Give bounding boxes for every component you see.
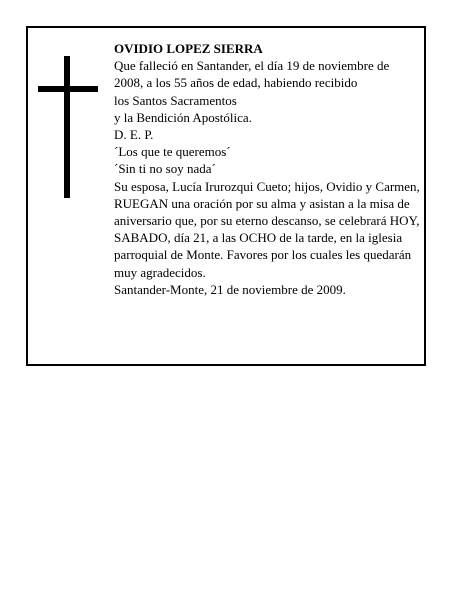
quote-line-2: ´Sin ti no soy nada´	[114, 161, 216, 177]
blessing-line: y la Bendición Apostólica.	[114, 109, 252, 125]
notice-text	[114, 40, 420, 298]
dep-line: D. E. P.	[114, 127, 154, 143]
place-date-line: Santander-Monte, 21 de noviembre de 2009.	[114, 281, 346, 297]
cross-vertical-bar	[64, 56, 70, 198]
quote-line-1: ´Los que te queremos´	[114, 144, 231, 160]
death-info: Que falleció en Santander, el día 19 de noviembre de 2008, a los 55 años de edad, habiendo recibido	[114, 58, 390, 91]
request-paragraph: RUEGAN una oración por su alma y asistan a la misa de aniversario que, por su eterno descanso, se celebrará HOY, SABADO, día 21, a las OCHO de la tarde, en la iglesia parroquial de Monte. Favores por los cuales les quedarán muy agradecidos.	[114, 195, 420, 280]
cross-horizontal-bar	[38, 86, 98, 92]
sacraments-line: los Santos Sacramentos	[114, 92, 237, 108]
deceased-name: OVIDIO LOPEZ SIERRA	[114, 41, 263, 56]
obituary-notice	[26, 26, 426, 366]
family-line: Su esposa, Lucía Irurozqui Cueto; hijos, Ovidio y Carmen,	[114, 178, 420, 194]
cross-icon	[38, 56, 98, 198]
